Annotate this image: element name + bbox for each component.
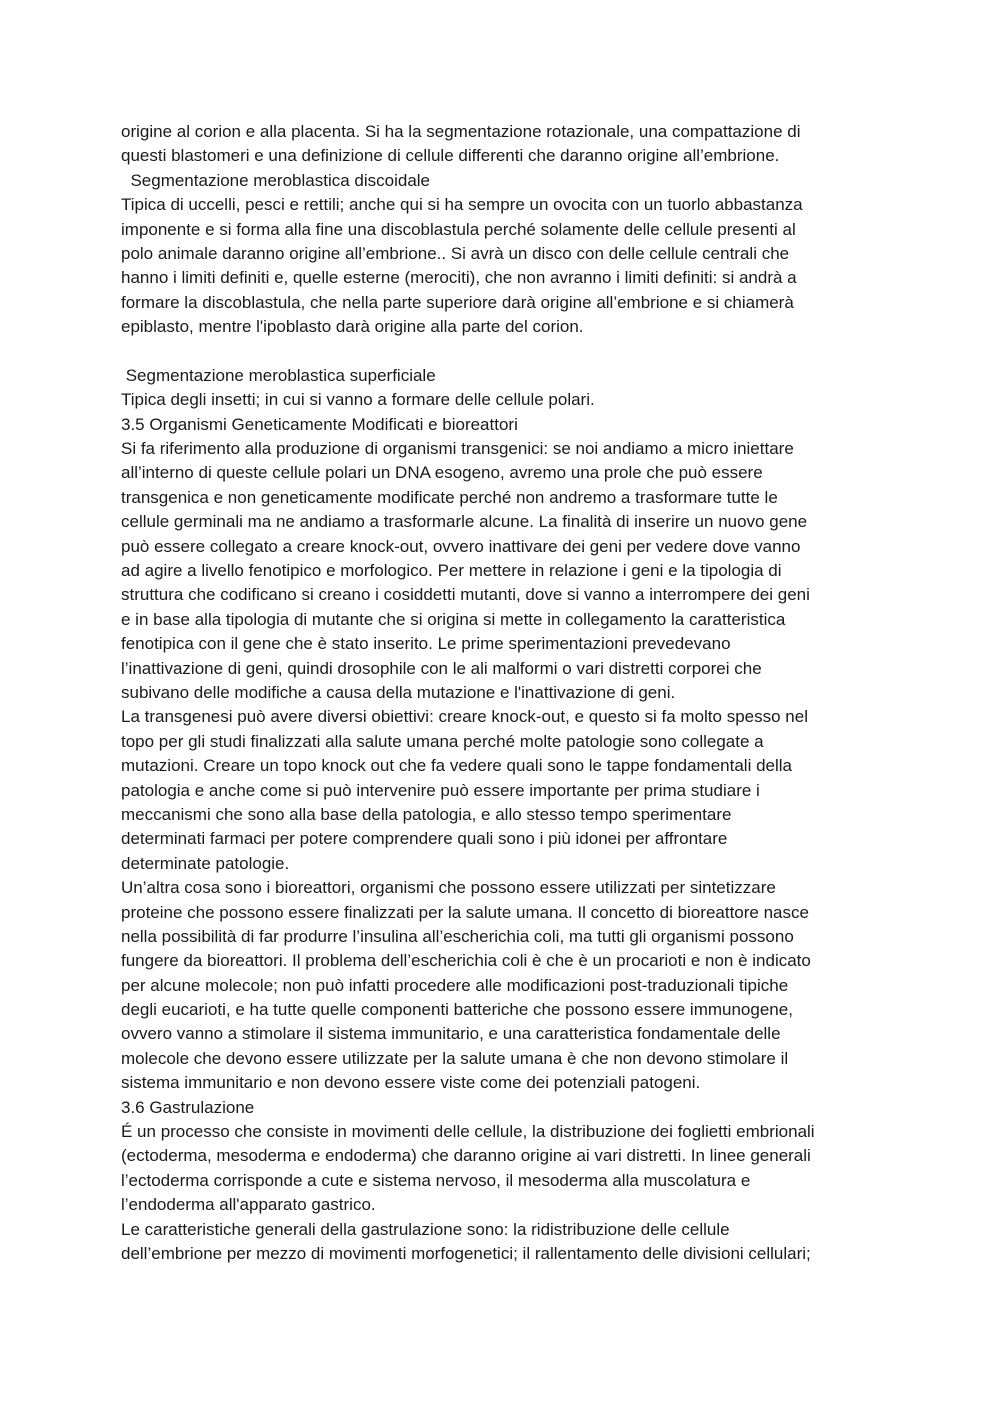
text-line: determinate patologie. xyxy=(121,853,290,873)
text-line: l’inattivazione di geni, quindi drosophile con le ali malformi o vari distretti corporei che xyxy=(121,658,762,678)
text-line: 3.5 Organismi Geneticamente Modificati e bioreattori xyxy=(121,414,518,434)
text-line: mutazioni. Creare un topo knock out che fa vedere quali sono le tappe fondamentali della xyxy=(121,756,792,776)
text-line: cellule germinali ma ne andiamo a trasformarle alcune. La finalità di inserire un nuovo gene xyxy=(121,512,808,532)
text-line: ovvero vanno a stimolare il sistema immunitario, e una caratteristica fondamentale delle xyxy=(121,1024,781,1044)
text-line: per alcune molecole; non può infatti procedere alle modificazioni post-traduzionali tipiche xyxy=(121,975,789,995)
text-line: É un processo che consiste in movimenti delle cellule, la distribuzione dei foglietti embrionali xyxy=(121,1122,815,1142)
text-line: Tipica di uccelli, pesci e rettili; anche qui si ha sempre un ovocita con un tuorlo abbastanza xyxy=(121,195,803,215)
text-line: polo animale daranno origine all’embrione.. Si avrà un disco con delle cellule centrali che xyxy=(121,243,790,263)
text-line: dell’embrione per mezzo di movimenti morfogenetici; il rallentamento delle divisioni cellulari; xyxy=(121,1243,811,1263)
text-line: subivano delle modifiche a causa della mutazione e l'inattivazione di geni. xyxy=(121,682,676,702)
text-line: determinati farmaci per potere comprendere quali sono i più idonei per affrontare xyxy=(121,829,728,849)
text-line: Segmentazione meroblastica superficiale xyxy=(121,365,436,385)
text-line: imponente e si forma alla fine una discoblastula perché solamente delle cellule presenti al xyxy=(121,219,796,239)
text-line: l’ectoderma corrisponde a cute e sistema nervoso, il mesoderma alla muscolatura e xyxy=(121,1170,751,1190)
text-line: hanno i limiti definiti e, quelle esterne (merociti), che non avranno i limiti definiti: si andrà a xyxy=(121,268,797,288)
text-line: sistema immunitario e non devono essere viste come dei potenziali patogeni. xyxy=(121,1073,701,1093)
text-line: 3.6 Gastrulazione xyxy=(121,1097,255,1117)
text-line: transgenica e non geneticamente modificate perché non andremo a trasformare tutte le xyxy=(121,487,778,507)
text-line: origine al corion e alla placenta. Si ha la segmentazione rotazionale, una compattazione di xyxy=(121,122,801,141)
text-line: Le caratteristiche generali della gastrulazione sono: la ridistribuzione delle cellule xyxy=(121,1219,730,1239)
text-line: fenotipica con il gene che è stato inserito. Le prime sperimentazioni prevedevano xyxy=(121,634,731,654)
text-line: meccanismi che sono alla base della patologia, e allo stesso tempo sperimentare xyxy=(121,804,732,824)
text-line: patologia e anche come si può intervenire può essere importante per prima studiare i xyxy=(121,780,760,800)
text-line: topo per gli studi finalizzati alla salute umana perché molte patologie sono collegate a xyxy=(121,731,764,751)
text-line: Un’altra cosa sono i bioreattori, organismi che possono essere utilizzati per sintetizzare xyxy=(121,878,776,898)
text-line: Tipica degli insetti; in cui si vanno a formare delle cellule polari. xyxy=(121,390,595,410)
text-line: epiblasto, mentre l'ipoblasto darà origine alla parte del corion. xyxy=(121,317,584,337)
text-line: all’interno di queste cellule polari un DNA esogeno, avremo una prole che può essere xyxy=(121,463,763,483)
document-body xyxy=(121,120,891,1266)
text-line: Segmentazione meroblastica discoidale xyxy=(121,170,431,190)
text-line: Si fa riferimento alla produzione di organismi transgenici: se noi andiamo a micro iniettare xyxy=(121,439,794,459)
text-line: nella possibilità di far produrre l’insulina all’escherichia coli, ma tutti gli organismi possono xyxy=(121,926,794,946)
text-line: (ectoderma, mesoderma e endoderma) che daranno origine ai vari distretti. In linee generali xyxy=(121,1146,811,1166)
text-line: struttura che codificano si creano i cosiddetti mutanti, dove si vanno a interrompere dei geni xyxy=(121,585,810,605)
text-line: può essere collegato a creare knock-out, ovvero inattivare dei geni per vedere dove vanno xyxy=(121,536,801,556)
text-line: fungere da bioreattori. Il problema dell’escherichia coli è che è un procarioti e non è indicato xyxy=(121,951,811,971)
text-line xyxy=(121,340,891,364)
text-line: l’endoderma all'apparato gastrico. xyxy=(121,1195,376,1215)
text-line: questi blastomeri e una definizione di cellule differenti che daranno origine all’embrione. xyxy=(121,146,780,166)
text-line: molecole che devono essere utilizzate per la salute umana è che non devono stimolare il xyxy=(121,1048,789,1068)
text-line: e in base alla tipologia di mutante che si origina si mette in collegamento la caratteristica xyxy=(121,609,786,629)
text-line: degli eucarioti, e ha tutte quelle componenti batteriche che possono essere immunogene, xyxy=(121,1000,793,1020)
text-line: La transgenesi può avere diversi obiettivi: creare knock-out, e questo si fa molto spesso nel xyxy=(121,707,808,727)
text-line: formare la discoblastula, che nella parte superiore darà origine all’embrione e si chiamerà xyxy=(121,292,794,312)
text-line: proteine che possono essere finalizzati per la salute umana. Il concetto di bioreattore nasce xyxy=(121,902,809,922)
text-line: ad agire a livello fenotipico e morfologico. Per mettere in relazione i geni e la tipologia di xyxy=(121,561,782,581)
